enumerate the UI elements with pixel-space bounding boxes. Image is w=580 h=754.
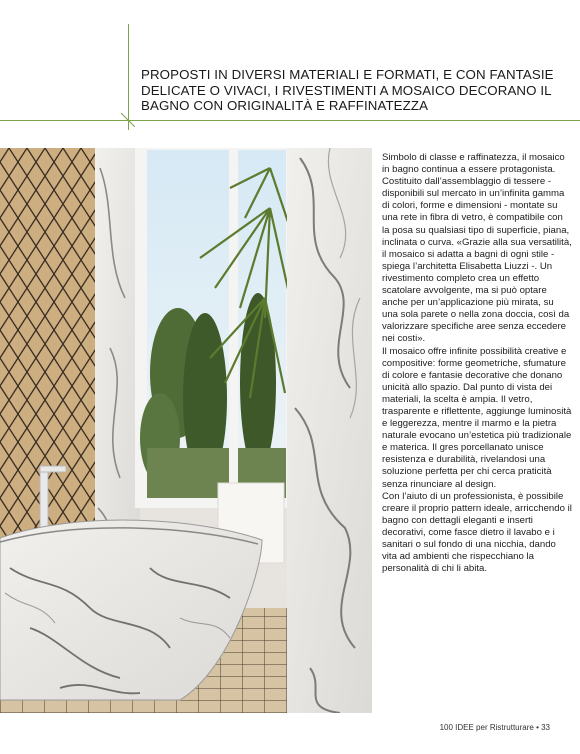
marble-column [287, 148, 372, 713]
body-paragraph-3: Con l’aiuto di un professionista, è possibile creare il proprio pattern ideale, arricchendo il bagno con dettagli eleganti e inserti decorativi, come fasce dietro il lavabo e i sanitari o sul fondo di una nicchia, dando vita ad ambienti che rispecchiano la personalità di chi li abita. [382, 490, 572, 575]
article-body [382, 152, 572, 575]
body-paragraph-2: Il mosaico offre infinite possibilità creative e compositive: forme geometriche, sfumature di colore e fantasie decorative che donano unicità allo spazio. Dal punto di vista dei materiali, la scelta è ampia. Il vetro, trasparente e riflettente, aggiunge luminosità e leggerezza, mentre il marmo e la pietra naturale evocano un’estetica più tradizionale e materica. Il gres porcellanato unisce resistenza e durabilità, rivelandosi una soluzione perfetta per chi cerca praticità senza rinunciare al design. [382, 345, 572, 490]
crosshair-mark [121, 113, 135, 127]
bathroom-photo [0, 148, 372, 713]
article-headline: PROPOSTI IN DIVERSI MATERIALI E FORMATI, E CON FANTASIE DELICATE O VIVACI, I RIVESTIMENTI A MOSAICO DECORANO IL BAGNO CON ORIGINALITÀ E RAFFINATEZZA [141, 67, 554, 113]
body-paragraph-1: Simbolo di classe e raffinatezza, il mosaico in bagno continua a essere protagonista. Costituito dall’assemblaggio di tessere - disponibili sul mercato in un’infinita gamma di colori, forme e dimensioni - montate su una rete in fibra di vetro, è compatibile con la posa su qualsiasi tipo di superficie, piana, inclinata o curva. «Grazie alla sua versatilità, il mosaico si adatta a bagni di ogni stile - spiega l’architetta Elisabetta Liuzzi -. Un rivestimento completo crea un effetto scatolare avvolgente, ma si può optare anche per un’applicazione più mirata, su una sola parete o nella zona doccia, così da valorizzare specifiche aree senza eccedere nei costi». [382, 152, 572, 345]
horizontal-accent-line [0, 120, 580, 121]
page-footer: 100 IDEE per Ristrutturare • 33 [439, 723, 550, 732]
bathroom-illustration [0, 148, 372, 713]
